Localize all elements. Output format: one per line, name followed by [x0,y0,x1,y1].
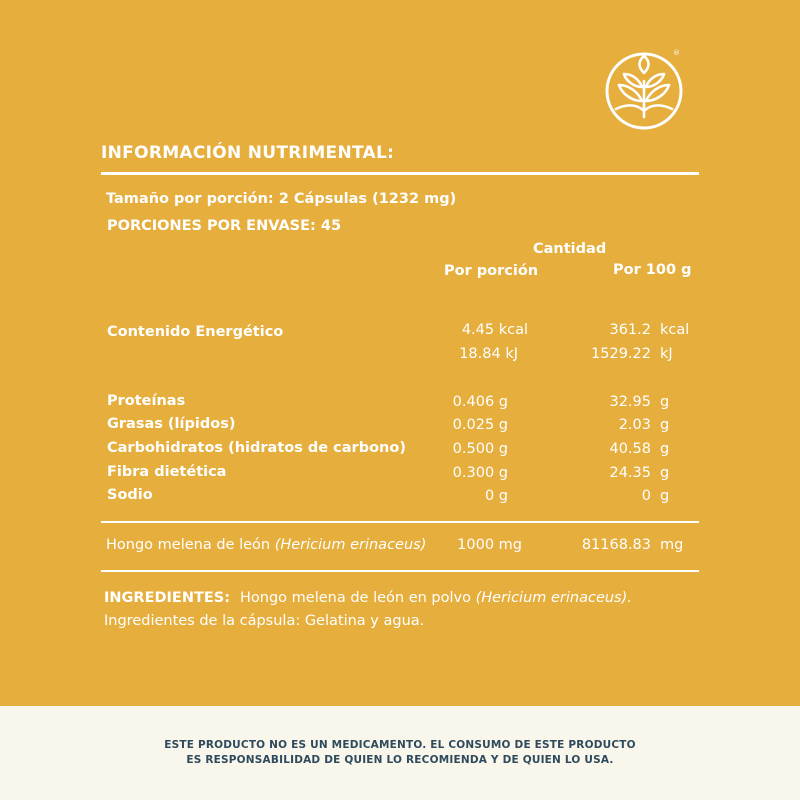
energy-per-100g-kcal-unit: kcal [660,322,690,338]
active-divider [101,570,699,572]
energy-label: Contenido Energético [107,324,284,340]
active-ingredient-label [106,537,426,553]
nutrient-per-100g-unit: g [660,417,670,433]
energy-per-serving-kj: 18.84 kJ [459,346,518,362]
nutrient-per-100g-unit: g [660,441,670,457]
nutrient-label: Grasas (lípidos) [107,416,236,432]
nutrient-label: Proteínas [107,393,186,409]
nutrient-per-100g-unit: g [660,465,670,481]
nutrient-label: Sodio [107,487,153,503]
title-divider [101,172,699,175]
nutrient-per-100g-value: 24.35 [609,465,651,481]
nutrient-per-100g-unit: g [660,394,670,410]
nutrient-per-100g-value: 0 [641,488,651,504]
nutrient-per-100g-value: 2.03 [618,417,651,433]
column-header-per-100g: Por 100 g [613,262,692,278]
leaf-sprout-circle-icon [602,47,688,133]
ingredients-line-1 [104,590,632,606]
ingredients-latin: (Hericium erinaceus). [475,590,632,606]
active-ingredient-latin: (Hericium erinaceus) [274,537,427,553]
nutrient-per-serving: 0.406 g [452,394,508,410]
nutrient-per-100g-value: 40.58 [609,441,651,457]
nutrients-divider [101,521,699,523]
active-ingredient-name: Hongo melena de león [106,537,275,553]
energy-per-serving-kcal: 4.45 kcal [461,322,528,338]
registered-mark: ® [673,49,680,57]
active-per-serving: 1000 mg [457,537,522,553]
servings-per-container: PORCIONES POR ENVASE: 45 [107,218,342,234]
disclaimer-line-1: ESTE PRODUCTO NO ES UN MEDICAMENTO. EL CONSUMO DE ESTE PRODUCTO [164,739,636,751]
panel-title: INFORMACIÓN NUTRIMENTAL: [101,143,395,163]
column-header-per-serving: Por porción [444,263,539,279]
nutrient-label: Carbohidratos (hidratos de carbono) [107,440,406,456]
amount-header: Cantidad [533,241,607,257]
energy-per-100g-kcal-value: 361.2 [609,322,651,338]
active-per-100g-unit: mg [660,537,684,553]
ingredients-heading: INGREDIENTES: [104,590,231,606]
ingredients-text: Hongo melena de león en polvo [240,590,476,606]
nutrient-per-serving: 0.025 g [452,417,508,433]
serving-size: Tamaño por porción: 2 Cápsulas (1232 mg) [106,191,457,207]
nutrient-per-100g-unit: g [660,488,670,504]
nutrient-per-serving: 0 g [484,488,508,504]
energy-per-100g-kj-unit: kJ [660,346,673,362]
nutrient-per-serving: 0.300 g [452,465,508,481]
ingredients-line-2: Ingredientes de la cápsula: Gelatina y agua. [104,613,425,629]
active-per-100g-value: 81168.83 [581,537,651,553]
energy-per-100g-kj-value: 1529.22 [591,346,651,362]
nutrient-label: Fibra dietética [107,464,227,480]
footer-disclaimer [0,706,800,800]
nutrient-per-100g-value: 32.95 [609,394,651,410]
disclaimer-line-2: ES RESPONSABILIDAD DE QUIEN LO RECOMIENDA Y DE QUIEN LO USA. [186,754,614,766]
nutrient-per-serving: 0.500 g [452,441,508,457]
